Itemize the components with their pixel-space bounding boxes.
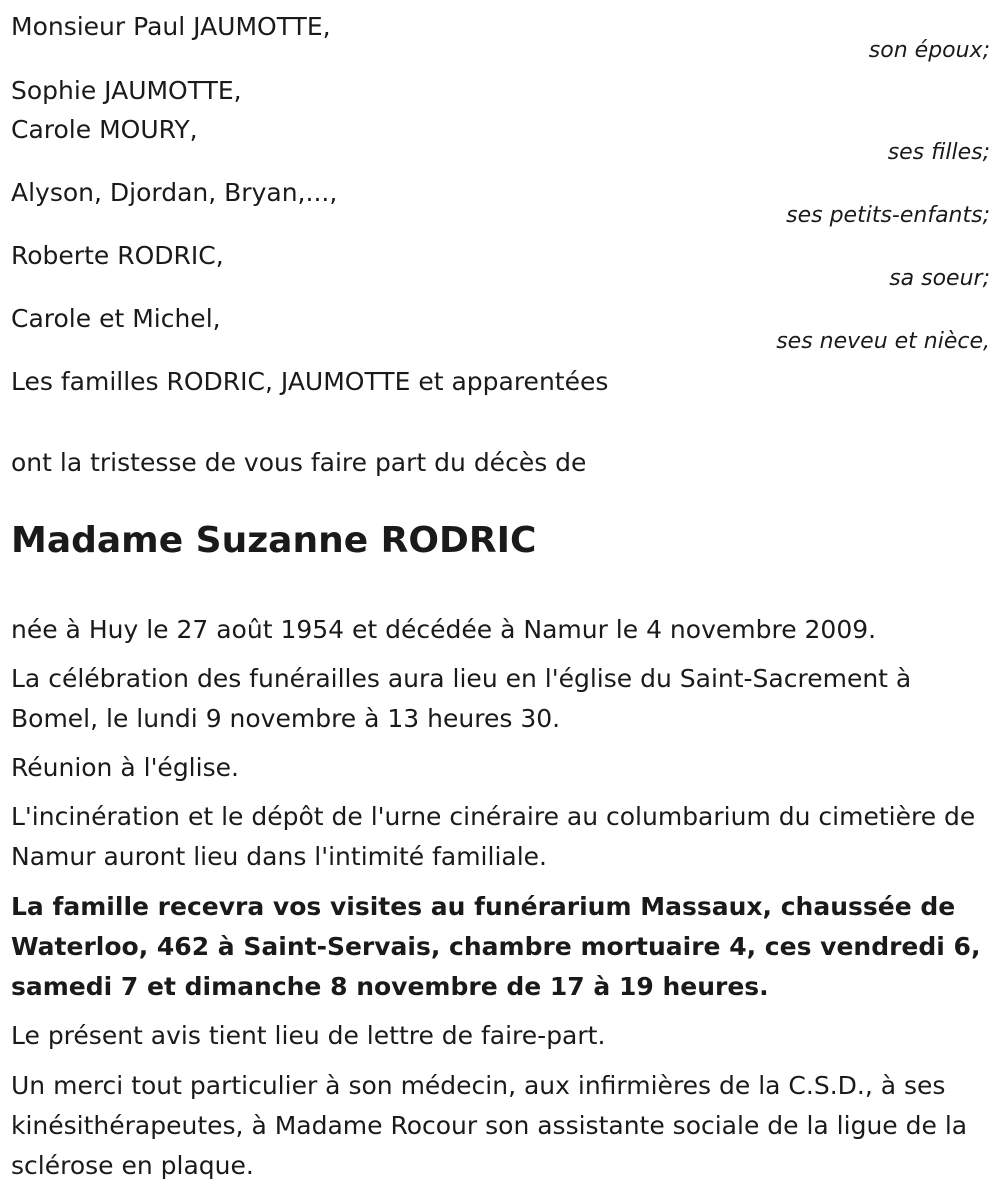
birth-death-paragraph: née à Huy le 27 août 1954 et décédée à Namur le 4 novembre 2009. bbox=[11, 615, 877, 644]
sister-role: sa soeur; bbox=[889, 266, 990, 291]
meeting-paragraph: Réunion à l'église. bbox=[11, 753, 239, 782]
nephew-niece-names: Carole et Michel, bbox=[11, 304, 221, 333]
husband-role: son époux; bbox=[868, 38, 990, 63]
nephew-niece-role: ses neveu et nièce, bbox=[776, 329, 990, 354]
sister-name: Roberte RODRIC, bbox=[11, 241, 224, 270]
families-line: Les familles RODRIC, JAUMOTTE et apparentées bbox=[11, 367, 609, 396]
announcement-line: ont la tristesse de vous faire part du décès de bbox=[11, 448, 587, 477]
deceased-name: Madame Suzanne RODRIC bbox=[11, 520, 537, 561]
cremation-paragraph: L'incinération et le dépôt de l'urne cinéraire au columbarium du cimetière de Namur auront lieu dans l'intimité familiale. bbox=[11, 802, 976, 871]
funeral-paragraph: La célébration des funérailles aura lieu en l'église du Saint-Sacrement à Bomel, le lundi 9 novembre à 13 heures 30. bbox=[11, 664, 912, 733]
grandchildren-role: ses petits-enfants; bbox=[786, 203, 990, 228]
husband-name: Monsieur Paul JAUMOTTE, bbox=[11, 12, 331, 41]
thanks-paragraph: Un merci tout particulier à son médecin, aux infirmières de la C.S.D., à ses kinésithérapeutes, à Madame Rocour son assistante sociale de la ligue de la sclérose en plaque. bbox=[11, 1071, 968, 1180]
grandchildren-names: Alyson, Djordan, Bryan,..., bbox=[11, 178, 338, 207]
notice-paragraph: Le présent avis tient lieu de lettre de faire-part. bbox=[11, 1021, 606, 1050]
daughter-name-1: Sophie JAUMOTTE, bbox=[11, 76, 242, 105]
daughters-role: ses filles; bbox=[887, 140, 990, 165]
daughter-name-2: Carole MOURY, bbox=[11, 115, 198, 144]
visits-paragraph: La famille recevra vos visites au funérarium Massaux, chaussée de Waterloo, 462 à Saint-Servais, chambre mortuaire 4, ces vendredi 6, samedi 7 et dimanche 8 novembre de 17 à 19 heures. bbox=[11, 892, 981, 1001]
